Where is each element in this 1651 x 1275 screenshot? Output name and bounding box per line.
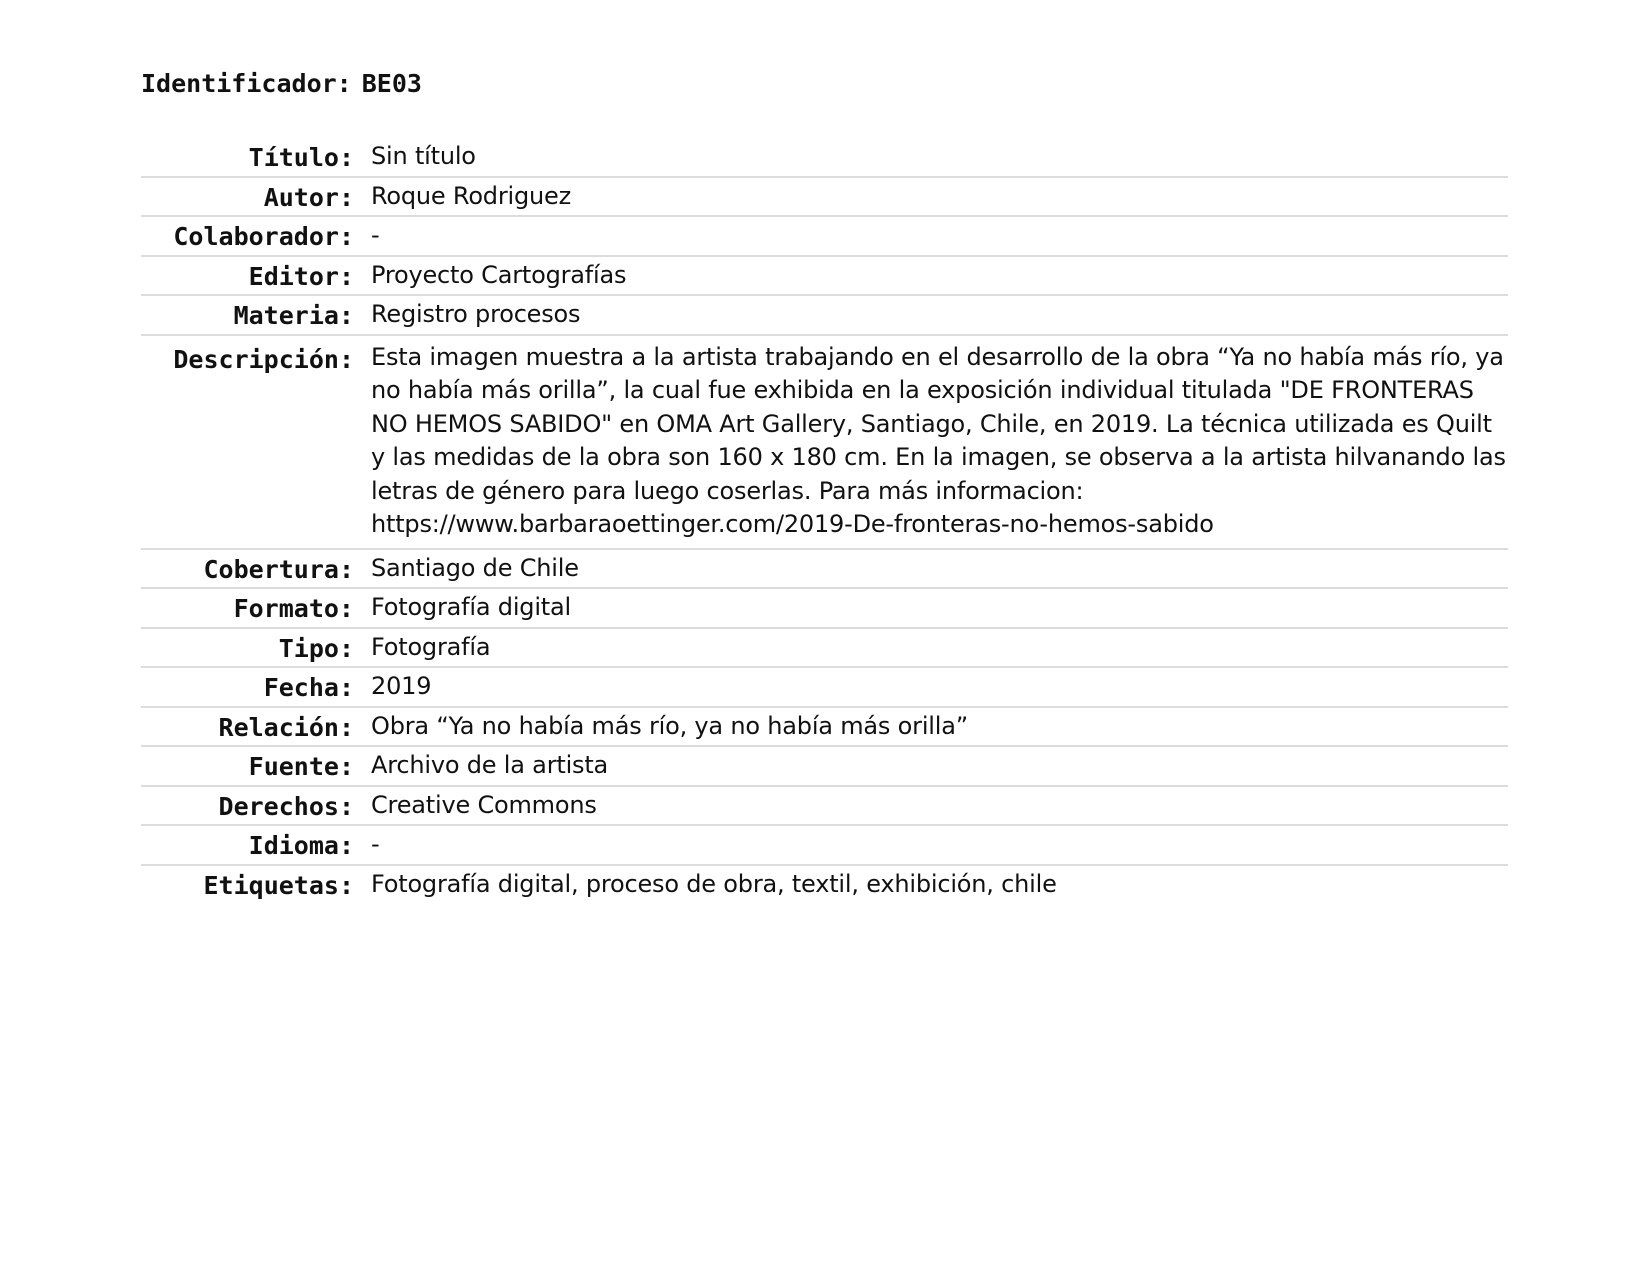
field-value: Archivo de la artista xyxy=(371,751,609,779)
field-label: Idioma: xyxy=(248,831,354,860)
field-label: Materia: xyxy=(233,301,354,330)
field-row-fecha xyxy=(141,668,1508,708)
field-row-tipo xyxy=(141,629,1508,669)
field-row-descripcion xyxy=(141,336,1508,550)
field-value: Roque Rodriguez xyxy=(371,181,571,210)
field-label: Etiquetas: xyxy=(203,870,354,900)
field-row-formato xyxy=(141,589,1508,629)
field-value: Proyecto Cartografías xyxy=(371,260,627,289)
field-value: Creative Commons xyxy=(371,790,597,819)
field-value: Fotografía digital, proceso de obra, textil, exhibición, chile xyxy=(371,869,1057,898)
identifier-label: Identificador: xyxy=(141,69,352,98)
field-label: Formato: xyxy=(233,594,354,623)
field-label: Fuente: xyxy=(248,752,354,781)
metadata-fields xyxy=(141,138,1508,903)
field-row-materia xyxy=(141,296,1508,336)
field-value: Sin título xyxy=(371,142,476,170)
field-row-relacion xyxy=(141,708,1508,748)
field-value: Registro procesos xyxy=(371,300,581,328)
identifier-value: BE03 xyxy=(361,69,422,98)
field-label: Fecha: xyxy=(263,673,354,702)
field-label: Editor: xyxy=(248,261,354,291)
field-value: - xyxy=(371,830,380,858)
field-row-etiquetas xyxy=(141,866,1508,904)
field-label: Título: xyxy=(248,143,354,172)
metadata-sheet xyxy=(141,68,1508,903)
field-row-colaborador xyxy=(141,217,1508,257)
field-value: Fotografía xyxy=(371,632,491,661)
field-row-editor xyxy=(141,257,1508,297)
field-label: Cobertura: xyxy=(203,554,354,584)
field-value: Obra “Ya no había más río, ya no había más orilla” xyxy=(371,711,968,740)
field-value: Esta imagen muestra a la artista trabajando en el desarrollo de la obra “Ya no había más río, ya no había más orilla”, la cual fue exhibida en la exposición individual titulada "DE FRONTERAS NO HEMOS SABIDO" en OMA Art Gallery, Santiago, Chile, en 2019. La técnica utilizada es Quilt y las medidas de la obra son 160 x 180 cm. En la imagen, se observa a la artista hilvanando las letras de género para luego coserlas. Para más informacion: https://www.barbaraoettinger.com/2019-De-fronteras-no-hemos-sabido xyxy=(371,342,1506,538)
field-row-idioma xyxy=(141,826,1508,866)
field-value: - xyxy=(371,221,380,249)
field-value: Santiago de Chile xyxy=(371,553,579,582)
field-label: Tipo: xyxy=(278,633,354,663)
field-row-autor xyxy=(141,178,1508,218)
field-value: 2019 xyxy=(371,672,432,700)
field-value: Fotografía digital xyxy=(371,593,571,621)
field-row-cobertura xyxy=(141,550,1508,590)
field-row-fuente xyxy=(141,747,1508,787)
field-label: Autor: xyxy=(263,182,354,212)
field-label: Descripción: xyxy=(173,344,354,374)
field-row-titulo xyxy=(141,138,1508,178)
field-label: Colaborador: xyxy=(173,222,354,251)
field-row-derechos xyxy=(141,787,1508,827)
field-label: Derechos: xyxy=(218,791,354,821)
field-label: Relación: xyxy=(218,712,354,742)
identifier-line xyxy=(141,68,1508,100)
